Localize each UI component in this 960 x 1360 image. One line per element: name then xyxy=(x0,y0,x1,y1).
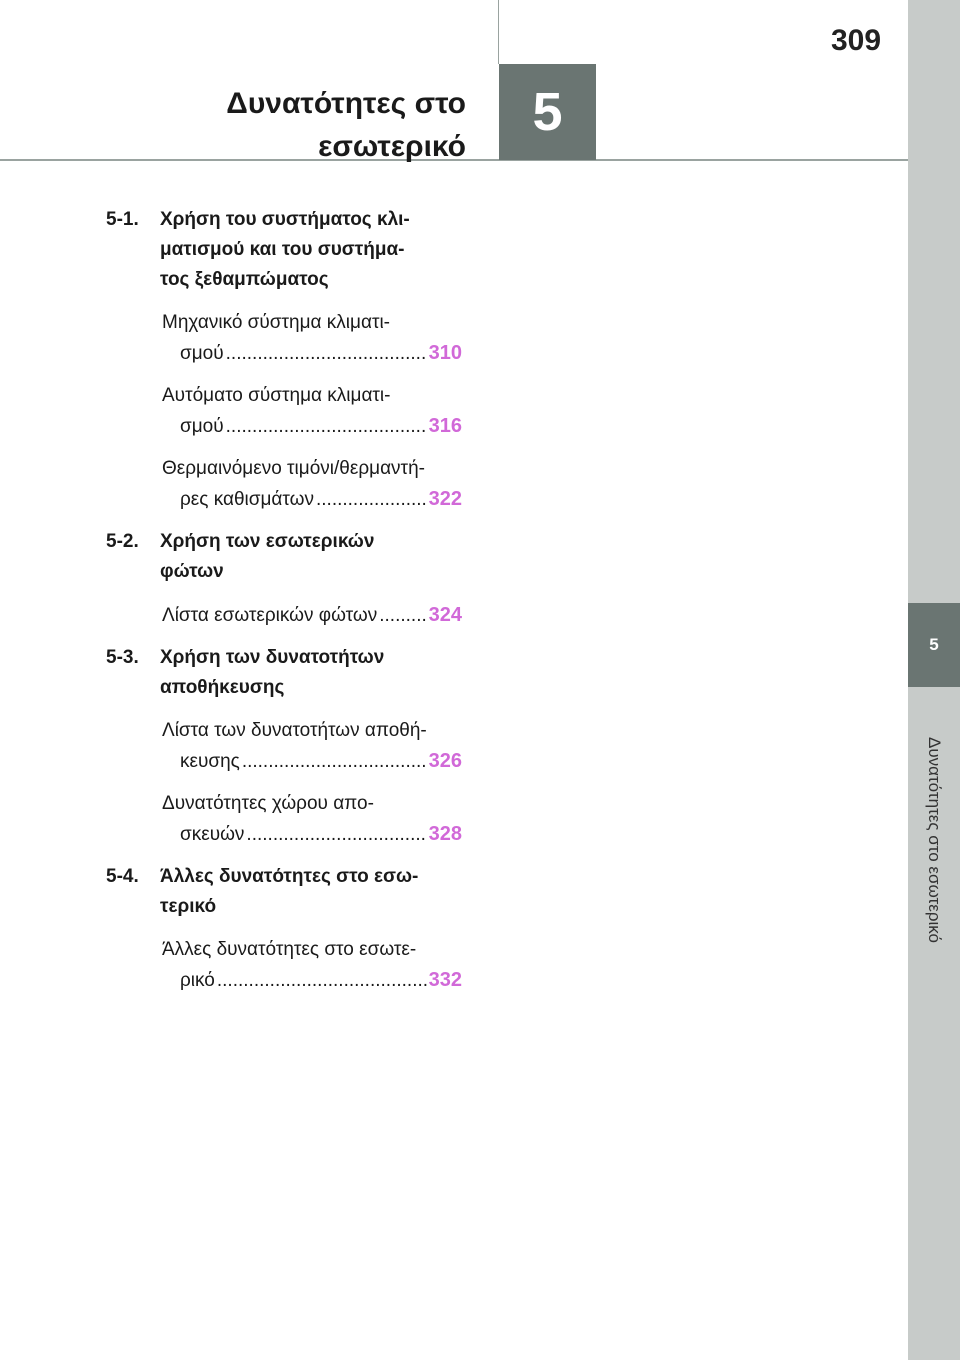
section-title-line: Άλλες δυνατότητες στο εσω- xyxy=(160,866,419,887)
header-divider-vertical xyxy=(498,0,499,64)
section-title-line: αποθήκευσης xyxy=(160,677,285,698)
entry-title-line: Θερμαινόμενο τιμόνι/θερμαντή- xyxy=(162,458,425,479)
dot-leader xyxy=(379,601,426,631)
side-tab-chapter-number[interactable]: 5 xyxy=(908,603,960,687)
page-number: 309 xyxy=(830,24,882,57)
dot-leader xyxy=(246,820,426,850)
entry-title-line: Δυνατότητες χώρου απο- xyxy=(162,793,374,814)
entry-title-line: ρες καθισμάτων xyxy=(180,489,314,510)
dot-leader xyxy=(226,412,427,442)
dot-leader xyxy=(226,339,427,369)
table-of-contents xyxy=(106,205,462,1008)
page-link[interactable]: 316 xyxy=(428,415,462,437)
page-link[interactable]: 326 xyxy=(428,750,462,772)
entry-title-line: Μηχανικό σύστημα κλιματι- xyxy=(162,312,391,333)
toc-entry-automatic-ac[interactable] xyxy=(106,381,462,442)
page-link[interactable]: 322 xyxy=(428,488,462,510)
entry-title-line: σκευών xyxy=(180,824,245,845)
side-tab-title: Δυνατότητες στο εσωτερικό xyxy=(925,736,944,944)
toc-section-5-2 xyxy=(106,527,462,587)
entry-title-line: Αυτόματο σύστημα κλιματι- xyxy=(162,385,391,406)
entry-title-line: Άλλες δυνατότητες στο εσωτε- xyxy=(162,939,417,960)
section-title-line: Χρήση των εσωτερικών xyxy=(160,531,375,552)
toc-section-5-3 xyxy=(106,643,462,703)
toc-section-5-4 xyxy=(106,862,462,922)
toc-entry-other-interior-features[interactable] xyxy=(106,935,462,996)
section-title-line: ματισμού και του συστήμα- xyxy=(160,239,405,260)
chapter-title-line2: εσωτερικό xyxy=(318,130,466,163)
entry-title-line: Λίστα των δυνατοτήτων αποθή- xyxy=(162,720,427,741)
toc-entry-manual-ac[interactable] xyxy=(106,308,462,369)
dot-leader xyxy=(217,966,427,996)
entry-title-line: σμού xyxy=(180,416,224,437)
section-title-line: τος ξεθαμπώματος xyxy=(160,269,329,290)
chapter-title xyxy=(226,82,466,168)
chapter-number-box: 5 xyxy=(499,64,596,160)
section-number: 5-1. xyxy=(106,209,139,230)
entry-title-line: σμού xyxy=(180,343,224,364)
section-number: 5-3. xyxy=(106,647,139,668)
section-number: 5-4. xyxy=(106,866,139,887)
page-link[interactable]: 310 xyxy=(428,342,462,364)
toc-entry-luggage-space[interactable] xyxy=(106,789,462,850)
dot-leader xyxy=(316,485,427,515)
toc-section-5-1 xyxy=(106,205,462,295)
section-title-line: Χρήση των δυνατοτήτων xyxy=(160,647,385,668)
entry-title-line: Λίστα εσωτερικών φώτων xyxy=(162,605,378,626)
page-link[interactable]: 328 xyxy=(428,823,462,845)
section-title-line: τερικό xyxy=(160,896,217,917)
dot-leader xyxy=(242,747,427,777)
entry-title-line: κευσης xyxy=(180,751,240,772)
page-link[interactable]: 324 xyxy=(428,604,462,626)
toc-entry-heated-wheel-seats[interactable] xyxy=(106,454,462,515)
section-number: 5-2. xyxy=(106,531,139,552)
section-title-line: Χρήση του συστήματος κλι- xyxy=(160,209,410,230)
section-title-line: φώτων xyxy=(160,561,224,582)
entry-title-line: ρικό xyxy=(180,970,215,991)
chapter-title-line1: Δυνατότητες στο xyxy=(226,87,466,120)
toc-entry-interior-lights-list[interactable] xyxy=(106,600,462,631)
toc-entry-storage-list[interactable] xyxy=(106,716,462,777)
page-link[interactable]: 332 xyxy=(428,969,462,991)
